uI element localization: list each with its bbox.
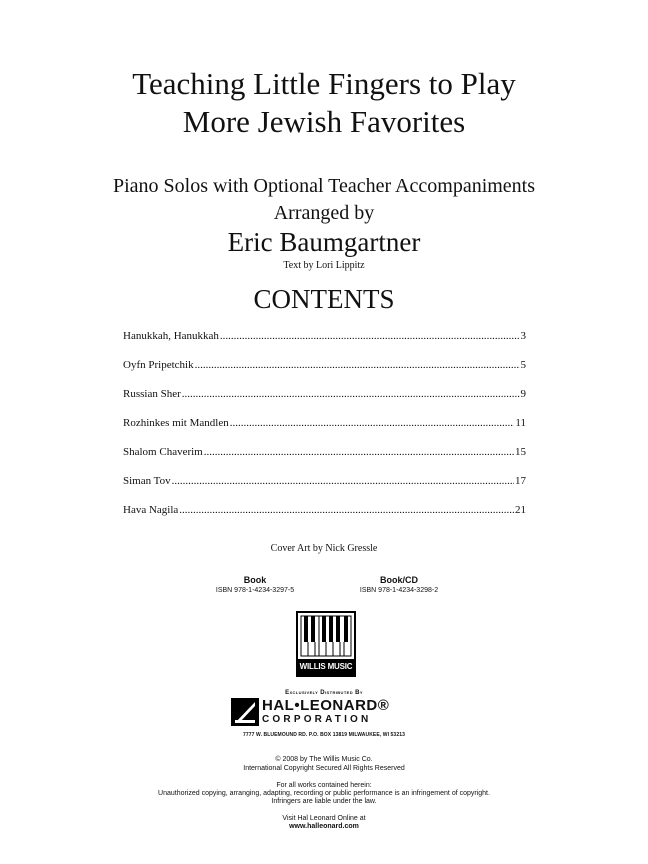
cover-art-credit: Cover Art by Nick Gressle xyxy=(270,543,378,554)
toc-entry-title: Hava Nagila xyxy=(123,504,179,516)
toc-entry-title: Siman Tov xyxy=(123,475,171,487)
toc-entry-page: 5 xyxy=(520,359,526,371)
legal-notice: Unauthorized copying, arranging, adapting, recording or public performance is an infringement of copyright. xyxy=(158,790,490,797)
edition-label: Book xyxy=(243,575,267,585)
distributor-corporation: CORPORATION xyxy=(262,714,372,725)
hal-leonard-emblem-icon xyxy=(231,698,259,726)
toc-leader-dots xyxy=(195,358,520,372)
toc-entry xyxy=(123,445,526,459)
edition-label: Book/CD xyxy=(380,575,418,585)
toc-entry-title: Hanukkah, Hanukkah xyxy=(123,330,219,342)
distributor-name: HAL•LEONARD® xyxy=(262,697,390,714)
legal-infringers: Infringers are liable under the law. xyxy=(271,798,377,805)
arranged-by-label: Arranged by xyxy=(273,202,375,224)
edition-isbn: ISBN 978-1-4234-3297-5 xyxy=(215,587,295,594)
toc-leader-dots xyxy=(172,474,514,488)
hal-leonard-logo xyxy=(229,689,419,743)
toc-leader-dots xyxy=(204,445,514,459)
toc-entry xyxy=(123,358,526,372)
willis-logo-text: WILLIS MUSIC xyxy=(299,662,353,671)
edition-isbn: ISBN 978-1-4234-3298-2 xyxy=(359,587,439,594)
legal-intro: For all works contained herein: xyxy=(276,782,372,789)
toc-entry-page: 9 xyxy=(520,388,526,400)
book-title-line-2: More Jewish Favorites xyxy=(182,104,466,139)
toc-leader-dots xyxy=(179,503,514,517)
toc-leader-dots xyxy=(230,416,515,430)
edition-book-cd xyxy=(334,575,464,596)
toc-entry-title: Rozhinkes mit Mandlen xyxy=(123,417,229,429)
subtitle: Piano Solos with Optional Teacher Accompaniments xyxy=(112,175,536,197)
toc-entry xyxy=(123,503,526,517)
toc-entry xyxy=(123,329,526,343)
toc-entry-title: Shalom Chaverim xyxy=(123,446,203,458)
toc-entry xyxy=(123,387,526,401)
toc-leader-dots xyxy=(220,329,520,343)
copyright-line: © 2008 by The Willis Music Co. xyxy=(275,756,373,763)
toc-entry-page: 15 xyxy=(515,446,526,458)
toc-entry-page: 3 xyxy=(520,330,526,342)
toc-entry-title: Oyfn Pripetchik xyxy=(123,359,194,371)
visit-online: Visit Hal Leonard Online at xyxy=(282,815,366,822)
toc-entry-page: 11 xyxy=(515,417,526,429)
toc-leader-dots xyxy=(182,387,520,401)
copyright-secured: International Copyright Secured All Rights Reserved xyxy=(243,765,405,772)
arranger-name: Eric Baumgartner xyxy=(227,227,421,257)
toc-entry-page: 21 xyxy=(515,504,526,516)
contents-heading: CONTENTS xyxy=(253,284,395,314)
book-title-line-1: Teaching Little Fingers to Play xyxy=(132,66,516,101)
distributor-tagline: Exclusively Distributed By xyxy=(285,690,363,696)
toc-entry-title: Russian Sher xyxy=(123,388,181,400)
text-author: Text by Lori Lippitz xyxy=(283,260,365,271)
toc-entry xyxy=(123,416,526,430)
toc-entry-page: 17 xyxy=(515,475,526,487)
willis-music-logo xyxy=(296,611,356,677)
website-link[interactable]: www.halleonard.com xyxy=(289,823,359,830)
edition-book xyxy=(190,575,320,596)
distributor-address: 7777 W. BLUEMOUND RD. P.O. BOX 13819 MILWAUKEE, WI 53213 xyxy=(243,732,405,738)
toc-entry xyxy=(123,474,526,488)
